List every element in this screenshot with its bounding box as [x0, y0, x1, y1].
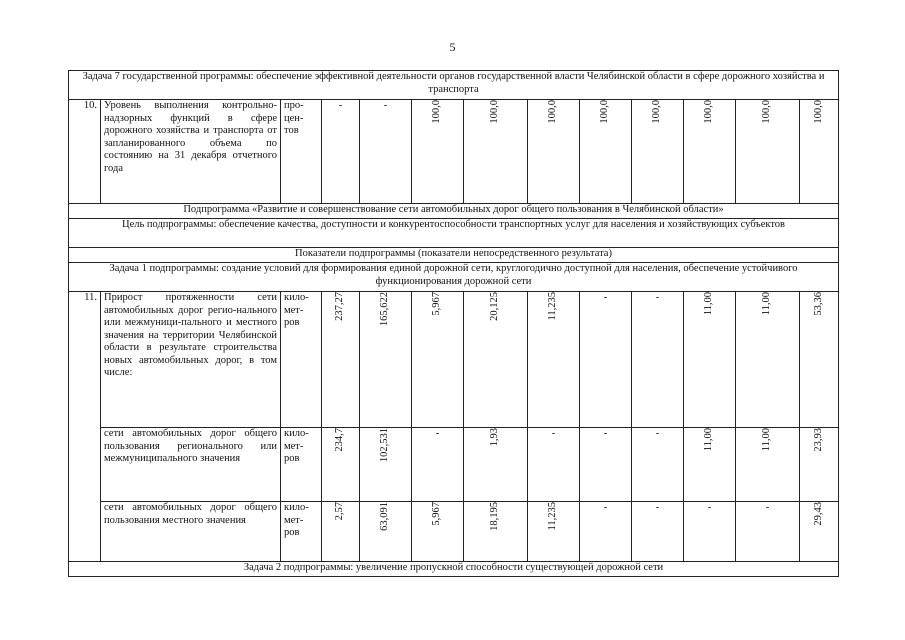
value-text: -	[765, 502, 770, 513]
indicators-table	[68, 70, 839, 577]
value-cell	[684, 292, 736, 428]
unit-of-measure: кило-мет-ров	[281, 292, 322, 428]
value-text: 23,93	[812, 428, 824, 452]
value-text: -	[603, 292, 608, 303]
value-cell	[464, 100, 528, 204]
value-cell	[736, 428, 800, 502]
value-cell	[360, 502, 412, 562]
value-text: 20,125	[489, 292, 501, 321]
value-cell	[360, 428, 412, 502]
unit-of-measure: про-цен-тов	[281, 100, 322, 204]
value-cell	[360, 292, 412, 428]
value-text: 11,00	[761, 292, 773, 316]
value-text: 11,00	[703, 292, 715, 316]
value-text: 11,235	[547, 292, 559, 321]
indicator-description: Прирост протяженности сети автомобильных дорог регио-нального или межмуници-пального и местного значения на территории Челябинской области в результате строительства новых автомобильных дорог, в том числе:	[101, 292, 281, 428]
value-cell	[684, 100, 736, 204]
value-text: -	[707, 502, 712, 513]
value-text: -	[655, 502, 660, 513]
indicator-description: сети автомобильных дорог общего пользования регионального или межмуниципального значения	[101, 428, 281, 502]
value-text: -	[383, 100, 388, 111]
value-cell	[528, 100, 580, 204]
value-cell	[800, 428, 839, 502]
value-cell	[736, 292, 800, 428]
value-text: 11,235	[547, 502, 559, 531]
value-cell	[528, 502, 580, 562]
value-text: 5,967	[431, 502, 443, 526]
task1-header: Задача 1 подпрограммы: создание условий для формирования единой дорожной сети, круглогодично доступной для населения, обеспечение устойчивого функционирования дорожной сети	[69, 263, 839, 292]
value-cell	[528, 292, 580, 428]
value-cell	[412, 100, 464, 204]
value-cell	[322, 502, 360, 562]
value-cell	[580, 428, 632, 502]
subprogram-title: Подпрограмма «Развитие и совершенствование сети автомобильных дорог общего пользования в Челябинской области»	[69, 204, 839, 219]
value-text: 5,967	[431, 292, 443, 316]
value-cell	[736, 502, 800, 562]
value-text: 100,0	[651, 100, 663, 124]
value-text: 100,0	[489, 100, 501, 124]
value-cell	[322, 292, 360, 428]
value-text: -	[655, 292, 660, 303]
table-row	[69, 100, 839, 204]
value-text: -	[551, 428, 556, 439]
table-row	[69, 428, 839, 502]
subprogram-goal-row	[69, 219, 839, 248]
value-text: 11,00	[761, 428, 773, 452]
value-cell	[632, 100, 684, 204]
page-number: 5	[449, 40, 456, 54]
value-text: 100,0	[431, 100, 443, 124]
value-text: 100,0	[812, 100, 824, 124]
task2-header: Задача 2 подпрограммы: увеличение пропускной способности существующей дорожной сети	[69, 562, 839, 577]
subprogram-goal: Цель подпрограммы: обеспечение качества, доступности и конкурентоспособности транспортных услуг для населения и хозяйствующих субъектов	[69, 219, 839, 248]
value-cell	[464, 292, 528, 428]
unit-of-measure: кило-мет-ров	[281, 428, 322, 502]
value-cell	[632, 292, 684, 428]
value-cell	[800, 292, 839, 428]
value-cell	[800, 100, 839, 204]
indicator-description: Уровень выполнения контрольно-надзорных функций в сфере дорожного хозяйства и транспорта от запланированного объема по состоянию на 31 декабря отчетного года	[101, 100, 281, 204]
value-cell	[464, 428, 528, 502]
value-cell	[360, 100, 412, 204]
value-text: 237,27	[334, 292, 346, 321]
value-text: 165,622	[379, 292, 391, 327]
value-cell	[412, 292, 464, 428]
value-text: 11,00	[703, 428, 715, 452]
unit-of-measure: кило-мет-ров	[281, 502, 322, 562]
value-text: 1,93	[489, 428, 501, 447]
value-cell	[632, 502, 684, 562]
value-cell	[684, 428, 736, 502]
value-cell	[580, 100, 632, 204]
value-cell	[412, 428, 464, 502]
value-cell	[580, 292, 632, 428]
subprogram-title-row	[69, 204, 839, 219]
value-text: -	[603, 502, 608, 513]
table-row	[69, 502, 839, 562]
value-cell	[800, 502, 839, 562]
value-text: -	[655, 428, 660, 439]
indicators-header: Показатели подпрограммы (показатели непосредственного результата)	[69, 248, 839, 263]
indicator-description: сети автомобильных дорог общего пользования местного значения	[101, 502, 281, 562]
value-text: 29,43	[812, 502, 824, 526]
value-text: 102,531	[379, 428, 391, 463]
value-text: 234,7	[334, 428, 346, 452]
task2-header-row	[69, 562, 839, 577]
value-cell	[322, 100, 360, 204]
indicators-header-row	[69, 248, 839, 263]
value-text: 63,091	[379, 502, 391, 531]
table-row	[69, 292, 839, 428]
value-cell	[322, 428, 360, 502]
value-text: 100,0	[703, 100, 715, 124]
value-cell	[736, 100, 800, 204]
value-text: 53,36	[812, 292, 824, 316]
row-number: 11.	[69, 292, 101, 562]
value-cell	[632, 428, 684, 502]
task7-header-row	[69, 71, 839, 100]
row-number: 10.	[69, 100, 101, 204]
value-text: 2,57	[334, 502, 346, 521]
task1-header-row	[69, 263, 839, 292]
value-cell	[464, 502, 528, 562]
task7-header: Задача 7 государственной программы: обеспечение эффективной деятельности органов государственной власти Челябинской области в сфере дорожного хозяйства и транспорта	[69, 71, 839, 100]
value-cell	[412, 502, 464, 562]
value-text: -	[338, 100, 343, 111]
value-text: 18,195	[489, 502, 501, 531]
value-cell	[528, 428, 580, 502]
value-text: -	[603, 428, 608, 439]
value-text: 100,0	[761, 100, 773, 124]
value-text: 100,0	[547, 100, 559, 124]
value-text: -	[435, 428, 440, 439]
value-text: 100,0	[599, 100, 611, 124]
value-cell	[580, 502, 632, 562]
value-cell	[684, 502, 736, 562]
